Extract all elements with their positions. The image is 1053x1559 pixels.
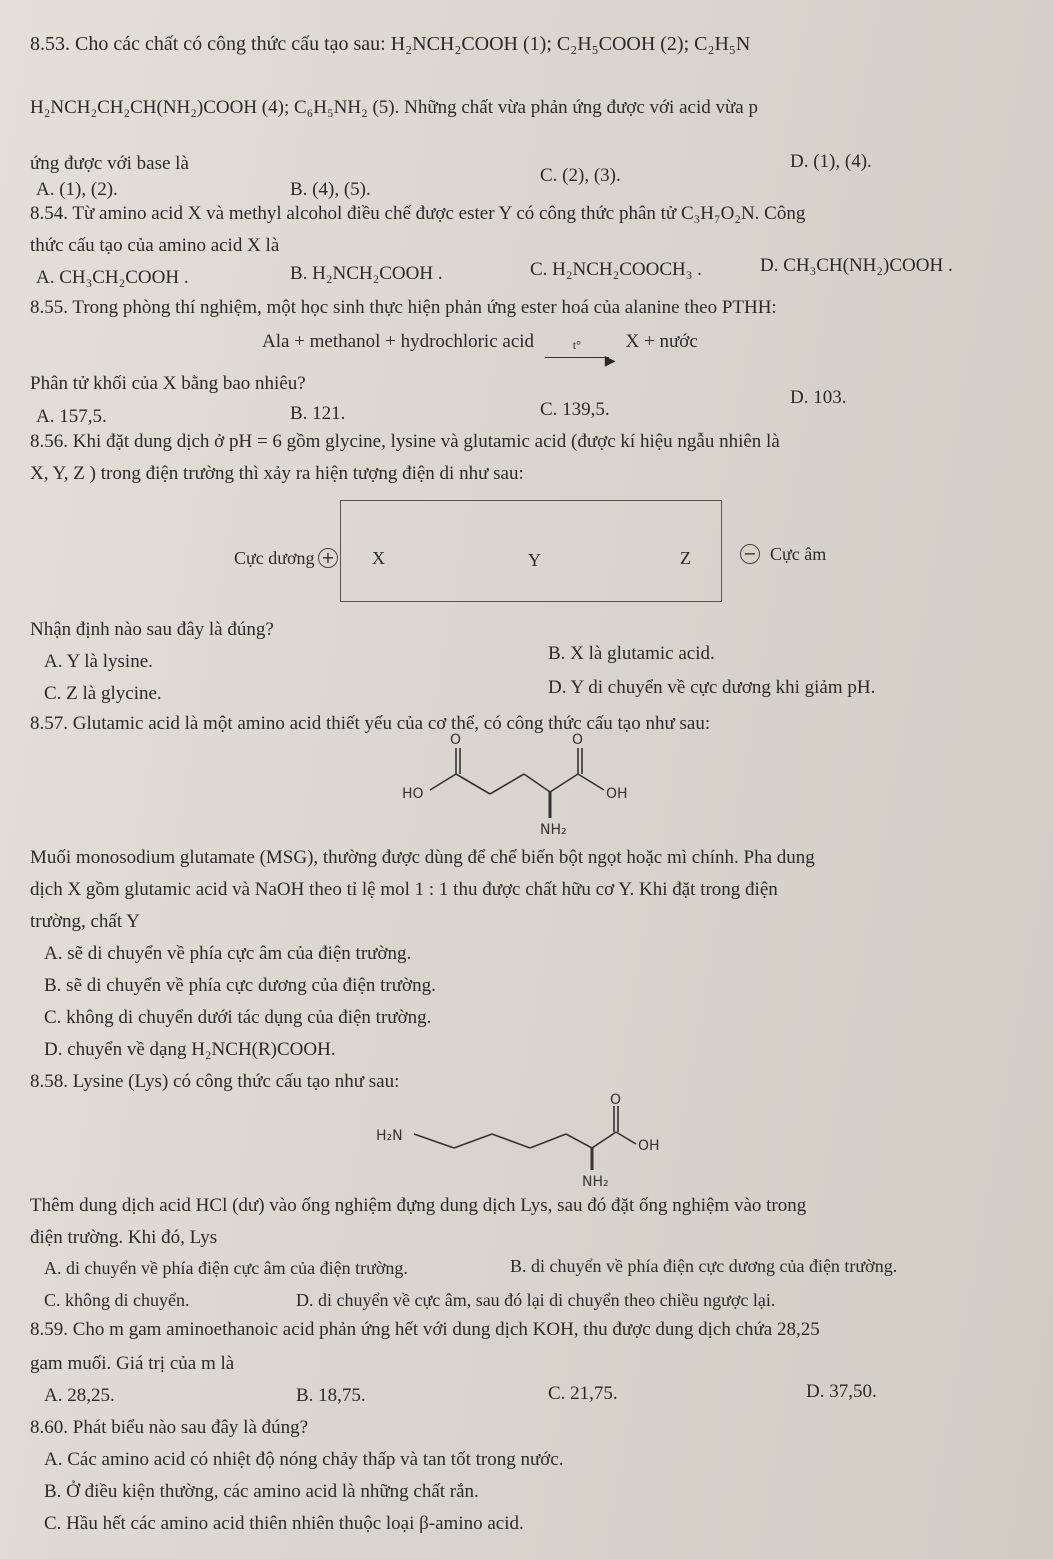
q857-line3: dịch X gồm glutamic acid và NaOH theo tỉ lệ mol 1 : 1 thu được chất hữu cơ Y. Khi đặt trong điện (30, 879, 778, 900)
q860-line1: 8.60. Phát biểu nào sau đây là đúng? (30, 1417, 309, 1438)
spot-y: Y (528, 550, 541, 570)
q858-line2: Thêm dung dịch acid HCl (dư) vào ống nghiệm đựng dung dịch Lys, sau đó đặt ống nghiệm vào trong (30, 1195, 807, 1216)
q858-line3: điện trường. Khi đó, Lys (30, 1227, 218, 1248)
positive-sign-icon: + (318, 548, 338, 568)
q859-option-b: B. 18,75. (296, 1385, 366, 1406)
q858-option-c: C. không di chuyển. (44, 1290, 190, 1310)
q856-option-c: C. Z là glycine. (44, 683, 162, 704)
q857-option-b: B. sẽ di chuyển về phía cực dương của điện trường. (44, 975, 436, 996)
q855-option-a: A. 157,5. (36, 406, 107, 427)
lys-o: O (610, 1092, 622, 1108)
q853-line1: 8.53. Cho các chất có công thức cấu tạo sau: H₂NCH₂COOH (1); C₂H₅COOH (2); C₂H₅N (30, 33, 751, 55)
q859-option-a: A. 28,25. (44, 1385, 115, 1406)
q855-reaction: Ala + methanol + hydrochloric acid t° ▶ X + nước (262, 331, 698, 369)
lys-nh2: NH₂ (582, 1174, 609, 1190)
q855-option-b: B. 121. (290, 403, 346, 424)
q858-option-b: B. di chuyển về phía điện cực dương của điện trường. (510, 1256, 898, 1276)
q856-line1: 8.56. Khi đặt dung dịch ở pH = 6 gồm glycine, lysine và glutamic acid (được kí hiệu ngẫu nhiên là (30, 431, 780, 452)
negative-electrode-label: Cực âm (770, 544, 827, 564)
q858-line1: 8.58. Lysine (Lys) có công thức cấu tạo như sau: (30, 1071, 400, 1092)
negative-sign-icon: − (740, 544, 760, 564)
q857-option-a: A. sẽ di chuyển về phía cực âm của điện trường. (44, 943, 412, 964)
q854-option-b: B. H₂NCH₂COOH . (290, 263, 443, 284)
q853-option-a: A. (1), (2). (36, 179, 118, 200)
q853-option-d: D. (1), (4). (790, 151, 872, 172)
q859-line1: 8.59. Cho m gam aminoethanoic acid phản ứng hết với dung dịch KOH, thu được dung dịch chứa 28,25 (30, 1319, 820, 1340)
q854-line1: 8.54. Từ amino acid X và methyl alcohol điều chế được ester Y có công thức phân tử C₃H₇O₂N. Công (30, 203, 806, 224)
q853-line3: ứng được với base là (30, 153, 189, 174)
q858-option-d: D. di chuyển về cực âm, sau đó lại di chuyển theo chiều ngược lại. (296, 1290, 776, 1310)
q856-line3: Nhận định nào sau đây là đúng? (30, 619, 274, 640)
q855-option-c: C. 139,5. (540, 399, 610, 420)
q860-option-c: C. Hầu hết các amino acid thiên nhiên thuộc loại β-amino acid. (44, 1513, 524, 1534)
glutamic-acid-structure (390, 726, 670, 846)
q854-option-d: D. CH₃CH(NH₂)COOH . (760, 255, 953, 276)
q856-line2: X, Y, Z ) trong điện trường thì xảy ra hiện tượng điện di như sau: (30, 463, 524, 484)
q854-line2: thức cấu tạo của amino acid X là (30, 235, 280, 256)
q853-line2: H₂NCH₂CH₂CH(NH₂)COOH (4); C₆H₅NH₂ (5). Những chất vừa phản ứng được với acid vừa p (30, 97, 758, 118)
q855-line1: 8.55. Trong phòng thí nghiệm, một học sinh thực hiện phản ứng ester hoá của alanine theo PTHH: (30, 297, 777, 318)
spot-z: Z (680, 548, 691, 568)
q859-option-c: C. 21,75. (548, 1383, 618, 1404)
q854-option-c: C. H₂NCH₂COOCH₃ . (530, 259, 702, 280)
q860-option-a: A. Các amino acid có nhiệt độ nóng chảy thấp và tan tốt trong nước. (44, 1449, 564, 1470)
q853-option-c: C. (2), (3). (540, 165, 621, 186)
positive-electrode-label: Cực dương (234, 548, 315, 568)
q855-reaction-condition: t° (572, 338, 581, 352)
q858-option-a: A. di chuyển về phía điện cực âm của điện trường. (44, 1258, 408, 1278)
q855-reaction-left: Ala + methanol + hydrochloric acid (262, 331, 535, 352)
q859-option-d: D. 37,50. (806, 1381, 877, 1402)
q859-line2: gam muối. Giá trị của m là (30, 1353, 235, 1374)
q855-option-d: D. 103. (790, 387, 847, 408)
q857-option-c: C. không di chuyển dưới tác dụng của điện trường. (44, 1007, 432, 1028)
q857-line4: trường, chất Y (30, 911, 140, 932)
q856-option-d: D. Y di chuyển về cực dương khi giảm pH. (548, 677, 876, 698)
q855-line2: Phân tử khối của X bằng bao nhiêu? (30, 373, 306, 394)
lys-oh: OH (638, 1138, 660, 1154)
spot-x: X (372, 548, 385, 568)
q857-line2: Muối monosodium glutamate (MSG), thường được dùng để chế biến bột ngọt hoặc mì chính. Pha dung (30, 847, 815, 868)
q853-option-b: B. (4), (5). (290, 179, 371, 200)
q854-option-a: A. CH₃CH₂COOH . (36, 267, 189, 288)
q857-option-d: D. chuyển về dạng H₂NCH(R)COOH. (44, 1039, 336, 1060)
q857-line1: 8.57. Glutamic acid là một amino acid thiết yếu của cơ thể, có công thức cấu tạo như sau: (30, 713, 711, 734)
lysine-structure (370, 1090, 690, 1190)
q856-option-a: A. Y là lysine. (44, 651, 153, 672)
glu-oh: OH (606, 786, 628, 802)
glu-nh2: NH₂ (540, 822, 567, 838)
glu-o2: O (572, 732, 584, 748)
glu-ho: HO (402, 786, 424, 802)
lys-h2n: H₂N (376, 1128, 403, 1144)
q860-option-b: B. Ở điều kiện thường, các amino acid là những chất rắn. (44, 1481, 479, 1502)
q855-reaction-right: X + nước (625, 331, 698, 352)
q856-option-b: B. X là glutamic acid. (548, 643, 715, 664)
glu-o1: O (450, 732, 462, 748)
